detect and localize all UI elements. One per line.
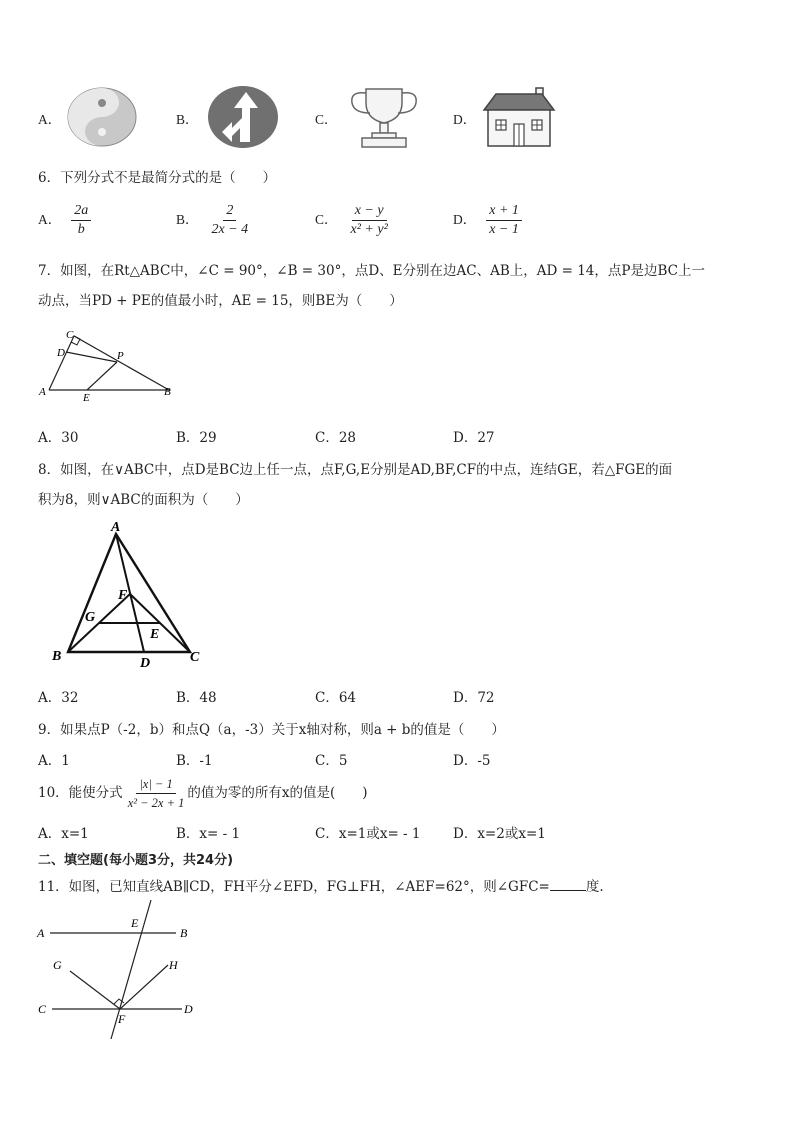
- denominator: x² + y²: [350, 222, 388, 237]
- trophy-icon: [346, 85, 422, 149]
- figure-label: C: [66, 329, 74, 341]
- figure-label: F: [118, 588, 128, 603]
- numerator: 2: [223, 203, 236, 221]
- denominator: b: [77, 222, 85, 237]
- q7-option-c: C．28: [315, 430, 357, 446]
- question-10-stem: [38, 776, 368, 811]
- fraction: [125, 776, 188, 811]
- figure-label: D: [57, 347, 65, 359]
- q8-option-b: B．48: [176, 690, 217, 706]
- option-label: A．: [38, 112, 62, 127]
- stem-text: 11．如图，已知直线AB∥CD，FH平分∠EFD，FG⊥FH，∠AEF=62°，则∠GFC=: [38, 879, 550, 895]
- stem-text: 度.: [585, 879, 604, 895]
- figure-label: B: [52, 649, 62, 664]
- figure-label: A: [37, 926, 45, 940]
- q5-option-d: [453, 108, 476, 128]
- section-title: 二、填空题(每小题3分，共24分): [38, 853, 234, 868]
- figure-label: H: [169, 958, 178, 972]
- figure-label: A: [111, 520, 121, 535]
- option-label: B．: [176, 212, 199, 227]
- figure-label: E: [83, 392, 90, 404]
- figure-label: D: [140, 656, 151, 671]
- question-9-stem: 9．如果点P（-2，b）和点Q（a，-3）关于x轴对称，则a + b的值是（ ）: [38, 722, 505, 738]
- denominator: 2x − 4: [211, 222, 249, 237]
- figure-label: P: [117, 350, 124, 362]
- numerator: x − y: [352, 203, 387, 221]
- figure-label: G: [53, 958, 62, 972]
- option-label: D．: [453, 112, 477, 127]
- q8-triangle-figure: [44, 518, 214, 674]
- q7-triangle-figure: [36, 326, 182, 404]
- q5-option-c: [315, 108, 338, 128]
- numerator: |x| − 1: [136, 776, 175, 794]
- figure-label: G: [85, 610, 96, 625]
- figure-label: B: [164, 386, 171, 398]
- q10-option-d: D．x=2或x=1: [453, 826, 546, 842]
- yin-yang-icon: [66, 86, 138, 148]
- fraction: [486, 203, 522, 238]
- q5-option-b: [176, 108, 199, 128]
- question-8-line-2: 积为8，则∨ABC的面积为（ ）: [38, 492, 249, 508]
- q11-parallel-lines-figure: [34, 898, 204, 1044]
- figure-label: E: [131, 916, 139, 930]
- figure-label: C: [38, 1002, 47, 1016]
- option-label: D．: [453, 212, 477, 227]
- q10-option-b: B．x= - 1: [176, 826, 241, 842]
- figure-label: D: [184, 1002, 193, 1016]
- question-8-line-1: 8．如图，在∨ABC中，点D是BC边上任一点，点F,G,E分别是AD,BF,CF的中点，连结GE，若△FGE的面: [38, 462, 673, 478]
- q10-option-a: A．x=1: [38, 826, 89, 842]
- q8-option-c: C．64: [315, 690, 357, 706]
- figure-label: A: [39, 386, 46, 398]
- q7-option-a: A．30: [38, 430, 79, 446]
- q5-option-a: [38, 108, 61, 128]
- numerator: x + 1: [486, 203, 522, 221]
- stem-text: 的值为零的所有x的值是( ): [187, 785, 368, 801]
- turn-sign-icon: [206, 84, 280, 150]
- q7-option-b: B．29: [176, 430, 217, 446]
- option-label: B．: [176, 112, 199, 127]
- fraction: [348, 203, 391, 238]
- numerator: 2a: [71, 203, 91, 221]
- house-icon: [482, 86, 556, 148]
- fraction: [71, 203, 91, 238]
- q10-option-c: C．x=1或x= - 1: [315, 826, 421, 842]
- figure-label: F: [118, 1012, 126, 1026]
- q9-option-c: C．5: [315, 753, 348, 769]
- fraction: [209, 203, 252, 238]
- q6-option-b: [176, 203, 251, 238]
- q9-option-b: B．-1: [176, 753, 213, 769]
- q9-option-a: A．1: [38, 753, 70, 769]
- q8-option-a: A．32: [38, 690, 79, 706]
- option-label: C．: [315, 112, 338, 127]
- question-11-stem: [38, 875, 604, 895]
- option-label: A．: [38, 212, 62, 227]
- question-6-stem: 6．下列分式不是最简分式的是（ ）: [38, 170, 277, 186]
- question-7-line-1: 7．如图，在Rt△ABC中，∠C = 90°，∠B = 30°，点D、E分别在边AC、AB上，AD = 14，点P是边BC上一: [38, 263, 705, 279]
- q9-option-d: D．-5: [453, 753, 491, 769]
- stem-text: 10．能使分式: [38, 785, 123, 801]
- denominator: x² − 2x + 1: [127, 796, 185, 810]
- denominator: x − 1: [489, 222, 519, 237]
- q7-option-d: D．27: [453, 430, 495, 446]
- figure-label: E: [150, 627, 160, 642]
- answer-blank[interactable]: [550, 878, 586, 891]
- q8-option-d: D．72: [453, 690, 495, 706]
- figure-label: B: [180, 926, 188, 940]
- q6-option-a: [38, 203, 91, 238]
- figure-label: C: [190, 650, 200, 665]
- question-7-line-2: 动点，当PD + PE的值最小时，AE = 15，则BE为（ ）: [38, 293, 403, 309]
- q6-option-c: [315, 203, 391, 238]
- option-label: C．: [315, 212, 338, 227]
- q6-option-d: [453, 203, 522, 238]
